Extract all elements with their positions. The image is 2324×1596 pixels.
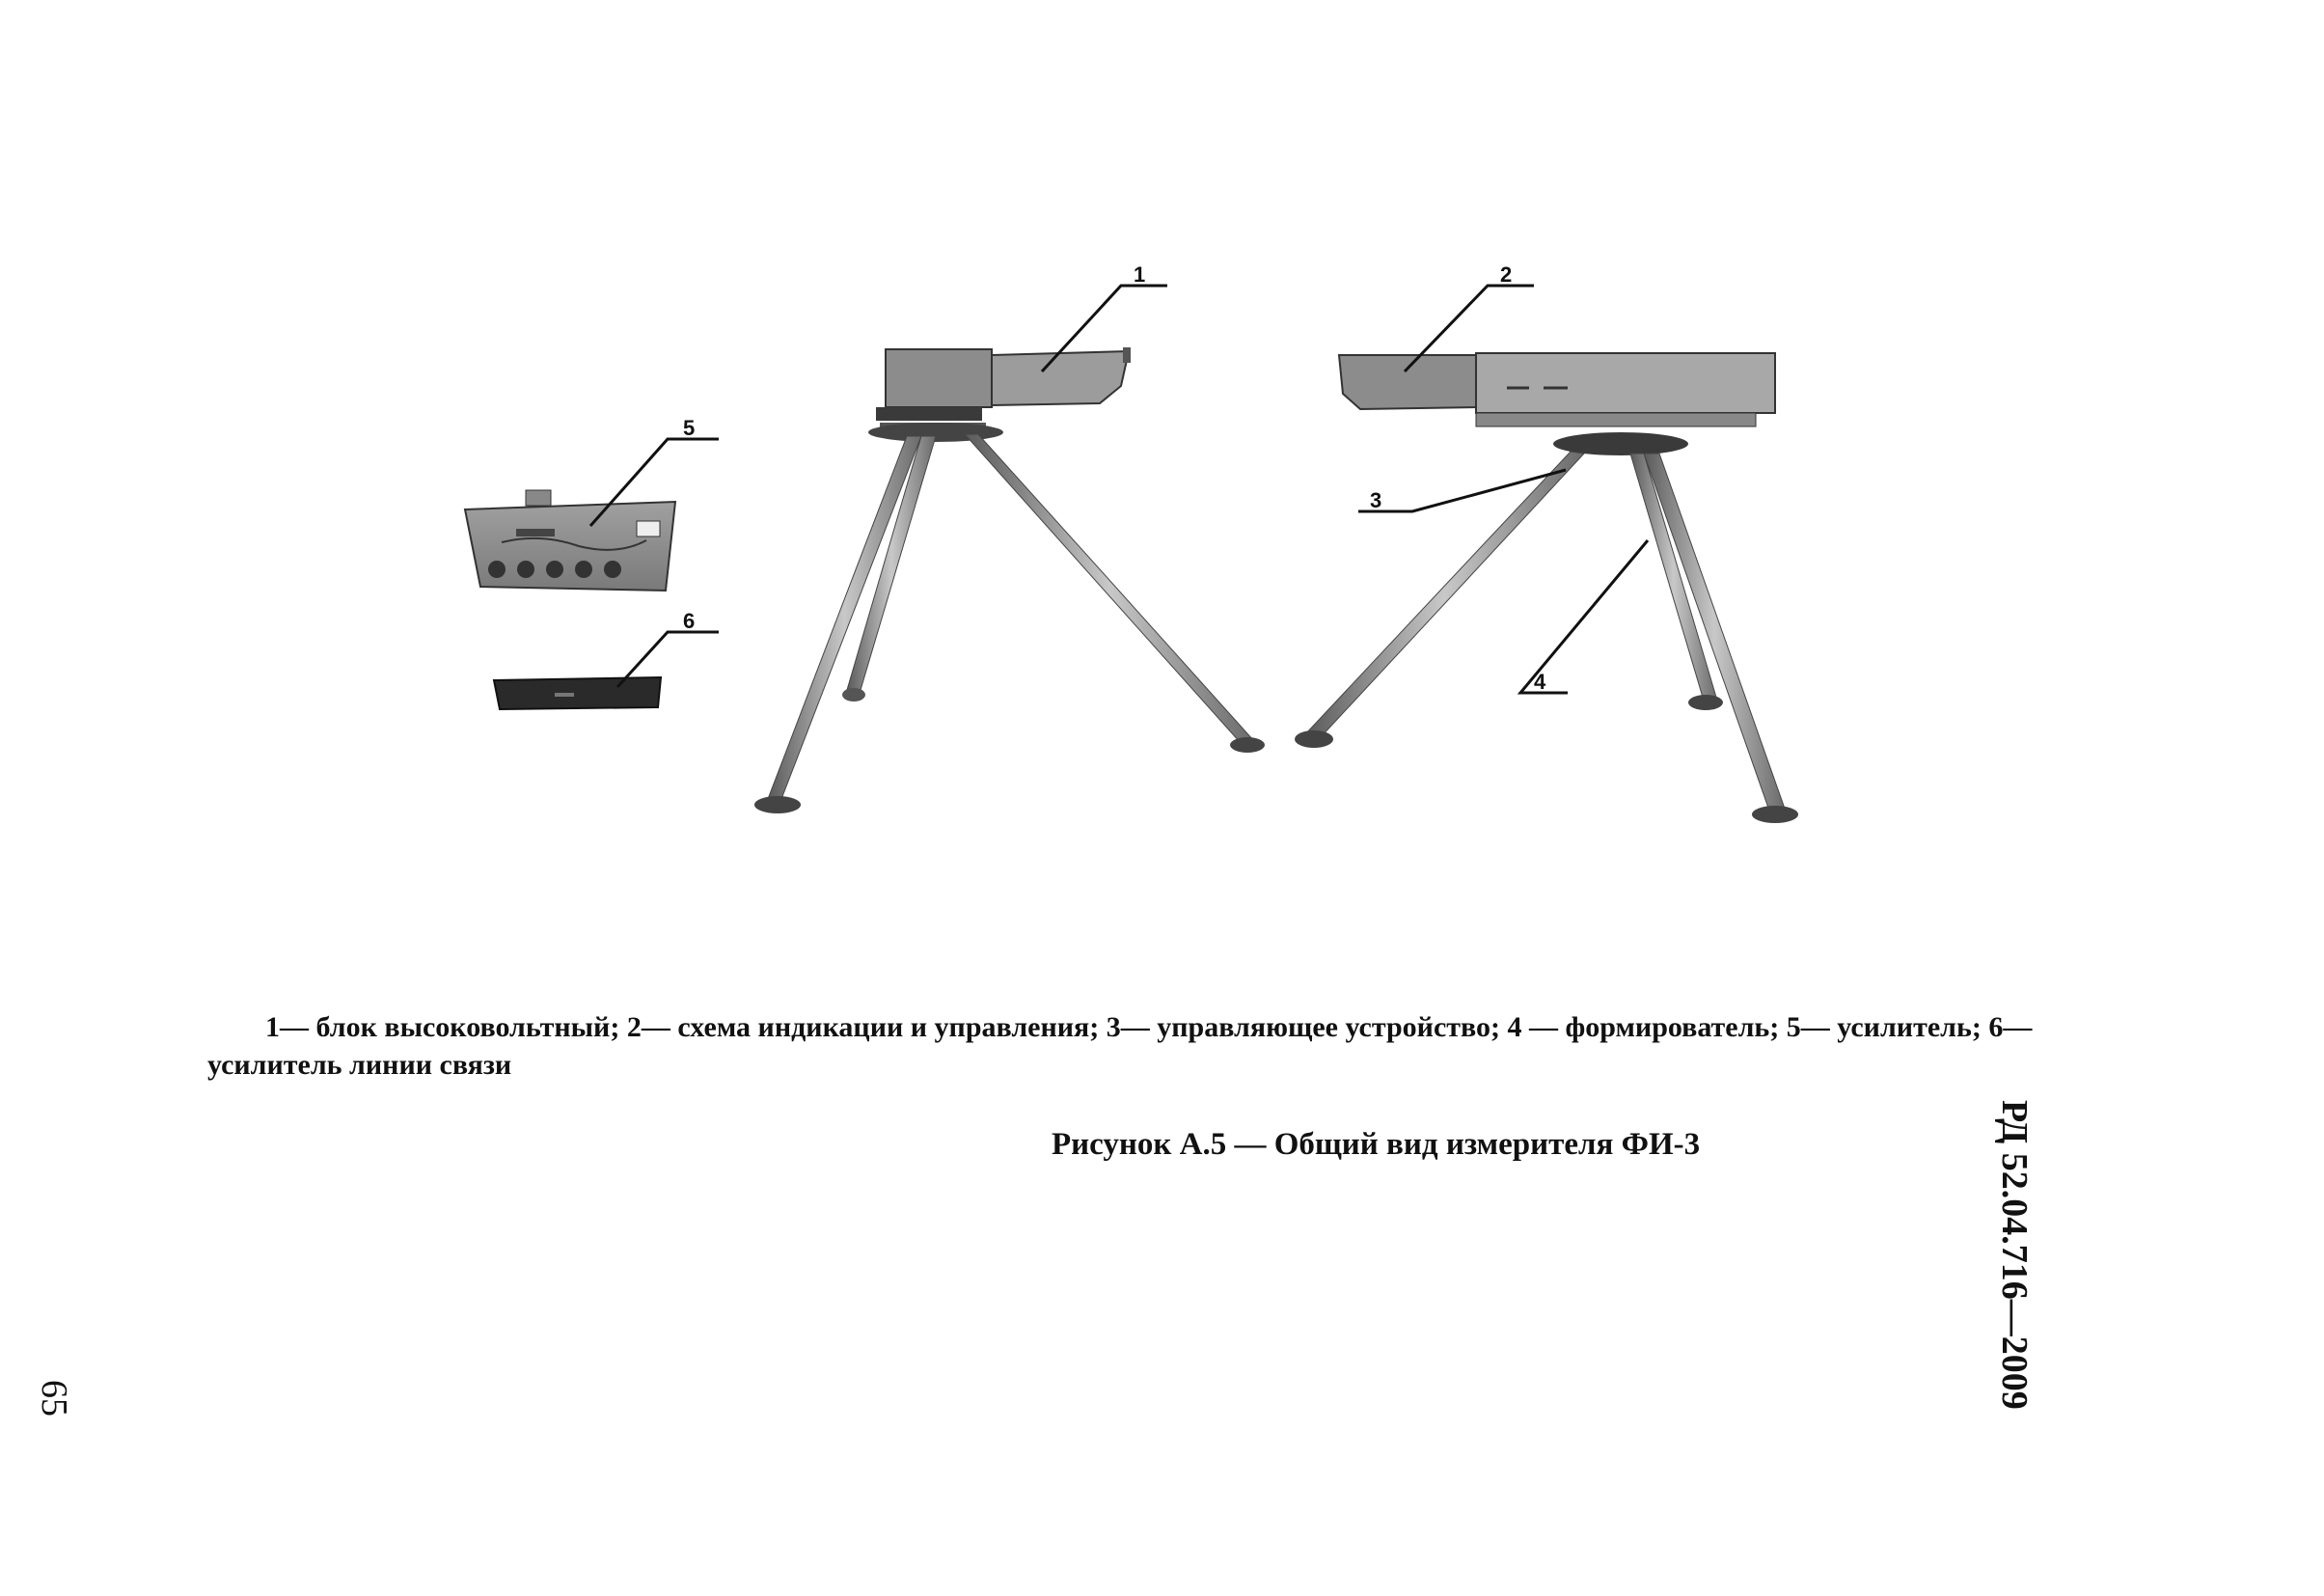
leader-lines [590, 286, 1648, 693]
figure-title: Рисунок А.5 — Общий вид измерителя ФИ-3 [1052, 1127, 1701, 1162]
amplifier-unit [465, 490, 675, 591]
callout-3: 3 [1370, 488, 1382, 512]
document-code: РД 52.04.716—2009 [1994, 1100, 2035, 1410]
callout-2: 2 [1500, 262, 1513, 287]
right-instrument [1295, 353, 1798, 823]
callout-5: 5 [683, 416, 696, 440]
callout-6: 6 [683, 609, 696, 633]
figure-legend: 1— блок высоковольтный; 2— схема индикации и управления; 3— управляющее устройство; 4 — формирователь; 5— усилитель; 6— усилитель линии связи [207, 1011, 2033, 1081]
callout-1: 1 [1134, 262, 1146, 287]
page-number: 65 [34, 1380, 74, 1417]
line-amplifier-unit [494, 677, 661, 709]
left-instrument [754, 347, 1265, 813]
callout-4: 4 [1534, 670, 1546, 694]
